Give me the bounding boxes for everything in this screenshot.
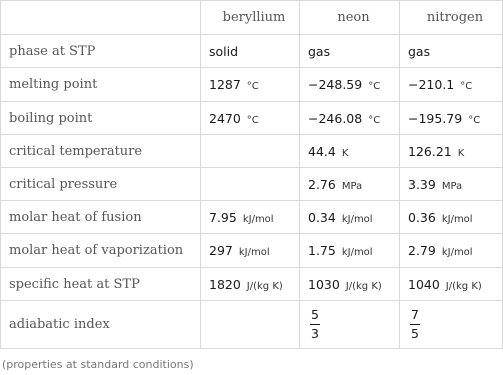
table-row bbox=[1, 268, 503, 301]
cell bbox=[201, 135, 300, 168]
column-header-beryllium: beryllium bbox=[201, 1, 300, 35]
cell-unit: kJ/mol bbox=[441, 247, 473, 258]
row-label: critical temperature bbox=[1, 135, 201, 168]
row-label: phase at STP bbox=[1, 35, 201, 68]
cell-value: −248.59 bbox=[308, 77, 363, 92]
fraction-denominator: 5 bbox=[411, 326, 419, 341]
cell bbox=[300, 168, 400, 201]
cell bbox=[300, 301, 400, 349]
cell bbox=[300, 234, 400, 268]
cell bbox=[400, 168, 503, 201]
cell-unit: K bbox=[341, 147, 349, 159]
cell bbox=[201, 234, 300, 268]
cell bbox=[400, 102, 503, 135]
cell bbox=[400, 234, 503, 268]
row-label: critical pressure bbox=[1, 168, 201, 201]
cell-value: −246.08 bbox=[308, 110, 363, 126]
corner-cell bbox=[1, 1, 201, 35]
cell-value: 297 bbox=[209, 243, 233, 258]
table-row bbox=[1, 201, 503, 234]
cell bbox=[300, 268, 400, 301]
cell-unit: kJ/mol bbox=[242, 213, 274, 225]
cell-unit: °C bbox=[368, 114, 381, 126]
cell bbox=[400, 35, 503, 68]
cell bbox=[300, 102, 400, 135]
cell bbox=[400, 301, 503, 349]
column-header-neon: neon bbox=[300, 1, 400, 35]
fraction-numerator: 7 bbox=[410, 306, 420, 325]
row-label: specific heat at STP bbox=[1, 268, 201, 301]
cell bbox=[201, 35, 300, 68]
cell-unit: °C bbox=[246, 114, 259, 126]
fraction bbox=[308, 306, 322, 343]
row-label: molar heat of fusion bbox=[1, 201, 201, 234]
footnote: (properties at standard conditions) bbox=[2, 358, 194, 371]
cell-unit: MPa bbox=[341, 180, 363, 192]
cell-value: 2.76 bbox=[308, 176, 336, 192]
fraction-denominator: 3 bbox=[311, 326, 319, 341]
cell-unit: °C bbox=[246, 81, 259, 92]
cell-unit: kJ/mol bbox=[341, 213, 373, 225]
header-row bbox=[1, 1, 503, 35]
cell-unit: °C bbox=[368, 81, 381, 92]
cell-value: 1820 bbox=[209, 276, 241, 292]
cell-unit: kJ/mol bbox=[341, 247, 373, 258]
table-row bbox=[1, 234, 503, 268]
cell-unit: °C bbox=[468, 114, 481, 126]
cell-value: 1.75 bbox=[308, 243, 336, 258]
cell-unit: MPa bbox=[441, 180, 463, 192]
cell-value: −210.1 bbox=[408, 77, 455, 92]
cell bbox=[400, 268, 503, 301]
table-row bbox=[1, 35, 503, 68]
cell-unit: kJ/mol bbox=[441, 213, 473, 225]
cell bbox=[201, 268, 300, 301]
cell-value: gas bbox=[408, 43, 431, 59]
cell-value: 1040 bbox=[408, 276, 440, 292]
table-row bbox=[1, 68, 503, 102]
row-label: molar heat of vaporization bbox=[1, 234, 201, 268]
row-label: adiabatic index bbox=[1, 301, 201, 349]
cell-value: solid bbox=[209, 43, 239, 59]
cell-value: 2470 bbox=[209, 110, 241, 126]
table-row bbox=[1, 301, 503, 349]
cell bbox=[201, 301, 300, 349]
cell bbox=[400, 68, 503, 102]
cell-value: 126.21 bbox=[408, 143, 452, 159]
cell-value: 1030 bbox=[308, 276, 340, 292]
cell-unit: J/(kg K) bbox=[445, 280, 482, 292]
cell-value: 44.4 bbox=[308, 143, 336, 159]
row-label: melting point bbox=[1, 68, 201, 102]
cell bbox=[201, 68, 300, 102]
cell-unit: J/(kg K) bbox=[246, 280, 283, 292]
cell bbox=[400, 135, 503, 168]
table-row bbox=[1, 102, 503, 135]
table-row bbox=[1, 135, 503, 168]
fraction bbox=[408, 306, 422, 343]
cell-value: gas bbox=[308, 43, 331, 59]
cell bbox=[300, 35, 400, 68]
cell bbox=[201, 102, 300, 135]
cell-unit: K bbox=[457, 147, 465, 159]
cell bbox=[201, 201, 300, 234]
cell-value: 0.34 bbox=[308, 209, 336, 225]
cell bbox=[300, 68, 400, 102]
cell-value: 3.39 bbox=[408, 176, 436, 192]
cell-value: 2.79 bbox=[408, 243, 436, 258]
cell bbox=[400, 201, 503, 234]
cell-unit: J/(kg K) bbox=[345, 280, 382, 292]
cell-unit: kJ/mol bbox=[238, 247, 270, 258]
row-label: boiling point bbox=[1, 102, 201, 135]
cell-unit: °C bbox=[460, 81, 473, 92]
cell-value: 0.36 bbox=[408, 209, 436, 225]
fraction-numerator: 5 bbox=[310, 306, 320, 325]
cell bbox=[300, 135, 400, 168]
cell-value: 7.95 bbox=[209, 209, 237, 225]
cell-value: −195.79 bbox=[408, 110, 463, 126]
cell bbox=[201, 168, 300, 201]
table-row bbox=[1, 168, 503, 201]
cell bbox=[300, 201, 400, 234]
cell-value: 1287 bbox=[209, 77, 241, 92]
column-header-nitrogen: nitrogen bbox=[400, 1, 503, 35]
